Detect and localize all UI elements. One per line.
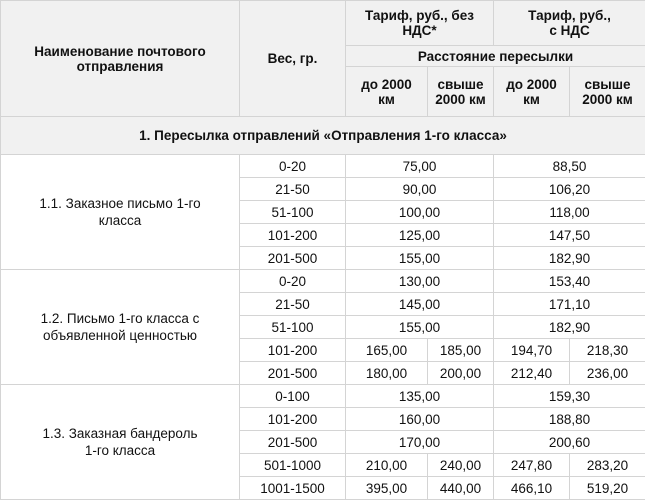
tariff-with-vat-over-2000-cell: 283,20 [570, 454, 645, 477]
tariff-with-vat-over-2000-cell: 236,00 [570, 362, 645, 385]
header-weight-column: Вес, гр. [240, 1, 346, 117]
tariff-no-vat-up-to-2000-cell: 210,00 [346, 454, 428, 477]
weight-cell: 201-500 [240, 247, 346, 270]
tariff-no-vat-up-to-2000-cell: 165,00 [346, 339, 428, 362]
weight-cell: 1001-1500 [240, 477, 346, 500]
tariff-no-vat-cell: 130,00 [346, 270, 494, 293]
tariff-no-vat-up-to-2000-cell: 395,00 [346, 477, 428, 500]
weight-cell: 101-200 [240, 224, 346, 247]
tariff-no-vat-over-2000-cell: 185,00 [428, 339, 494, 362]
tariff-no-vat-cell: 100,00 [346, 201, 494, 224]
tariff-no-vat-cell: 145,00 [346, 293, 494, 316]
weight-cell: 51-100 [240, 316, 346, 339]
header-distance: Расстояние пересылки [346, 46, 645, 67]
tariff-with-vat-cell: 88,50 [494, 155, 645, 178]
tariff-with-vat-up-to-2000-cell: 194,70 [494, 339, 570, 362]
tariff-with-vat-cell: 153,40 [494, 270, 645, 293]
weight-cell: 0-20 [240, 270, 346, 293]
tariff-no-vat-over-2000-cell: 440,00 [428, 477, 494, 500]
tariff-with-vat-up-to-2000-cell: 247,80 [494, 454, 570, 477]
weight-cell: 201-500 [240, 431, 346, 454]
weight-cell: 21-50 [240, 293, 346, 316]
group-name: 1.1. Заказное письмо 1-го класса [1, 155, 240, 270]
table-row [1, 270, 645, 293]
tariff-with-vat-up-to-2000-cell: 466,10 [494, 477, 570, 500]
tariff-with-vat-cell: 200,60 [494, 431, 645, 454]
weight-cell: 21-50 [240, 178, 346, 201]
tariff-no-vat-cell: 75,00 [346, 155, 494, 178]
tariff-with-vat-over-2000-cell: 519,20 [570, 477, 645, 500]
weight-cell: 201-500 [240, 362, 346, 385]
tariff-with-vat-cell: 118,00 [494, 201, 645, 224]
tariff-no-vat-cell: 160,00 [346, 408, 494, 431]
section-title: 1. Пересылка отправлений «Отправления 1-го класса» [1, 117, 645, 155]
tariff-no-vat-cell: 125,00 [346, 224, 494, 247]
header-tariff-with-vat: Тариф, руб., с НДС [494, 1, 645, 46]
tariff-with-vat-cell: 171,10 [494, 293, 645, 316]
weight-cell: 101-200 [240, 408, 346, 431]
tariff-no-vat-cell: 155,00 [346, 316, 494, 339]
weight-cell: 501-1000 [240, 454, 346, 477]
tariff-with-vat-cell: 182,90 [494, 316, 645, 339]
header-up-to-2000-no-vat: до 2000 км [346, 67, 428, 117]
tariff-no-vat-over-2000-cell: 240,00 [428, 454, 494, 477]
weight-cell: 51-100 [240, 201, 346, 224]
tariff-no-vat-up-to-2000-cell: 180,00 [346, 362, 428, 385]
tariff-with-vat-cell: 182,90 [494, 247, 645, 270]
weight-cell: 0-100 [240, 385, 346, 408]
group-name: 1.2. Письмо 1-го класса с объявленной ценностью [1, 270, 240, 385]
tariff-with-vat-cell: 106,20 [494, 178, 645, 201]
tariff-with-vat-cell: 159,30 [494, 385, 645, 408]
weight-cell: 0-20 [240, 155, 346, 178]
tariff-no-vat-cell: 90,00 [346, 178, 494, 201]
tariff-no-vat-cell: 135,00 [346, 385, 494, 408]
header-over-2000-no-vat: свыше 2000 км [428, 67, 494, 117]
header-name-column: Наименование почтового отправления [1, 1, 240, 117]
tariff-no-vat-over-2000-cell: 200,00 [428, 362, 494, 385]
table-row [1, 385, 645, 408]
table-row [1, 155, 645, 178]
group-name: 1.3. Заказная бандероль 1-го класса [1, 385, 240, 500]
tariff-no-vat-cell: 155,00 [346, 247, 494, 270]
tariff-with-vat-over-2000-cell: 218,30 [570, 339, 645, 362]
header-tariff-no-vat: Тариф, руб., без НДС* [346, 1, 494, 46]
tariff-with-vat-up-to-2000-cell: 212,40 [494, 362, 570, 385]
tariff-with-vat-cell: 147,50 [494, 224, 645, 247]
header-up-to-2000-with-vat: до 2000 км [494, 67, 570, 117]
tariff-with-vat-cell: 188,80 [494, 408, 645, 431]
weight-cell: 101-200 [240, 339, 346, 362]
header-over-2000-with-vat: свыше 2000 км [570, 67, 645, 117]
tariff-no-vat-cell: 170,00 [346, 431, 494, 454]
